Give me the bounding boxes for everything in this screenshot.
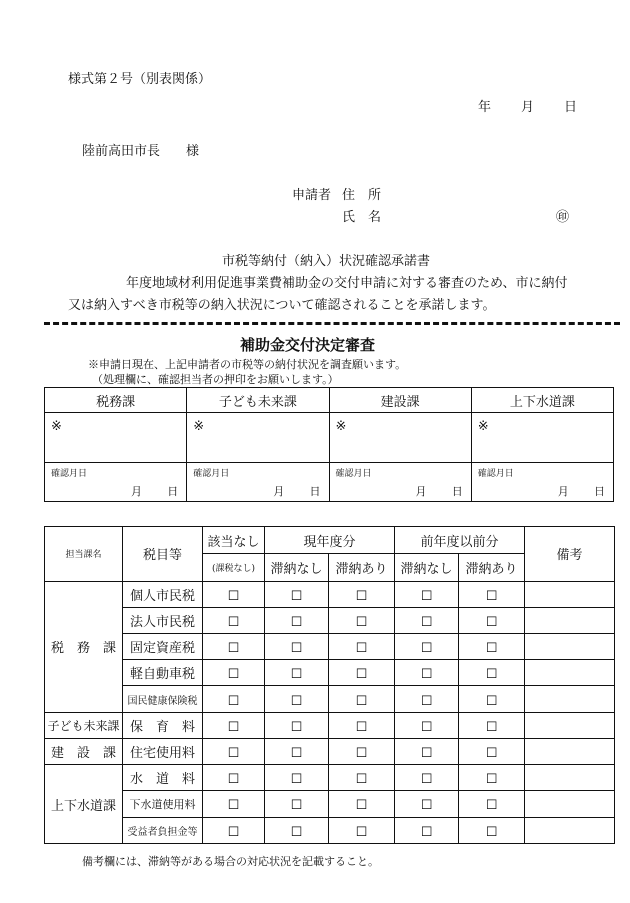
table-row [45,765,615,791]
header-previous-delinquent: 滞納あり [459,554,525,581]
date-month-label: 月 [521,100,535,115]
checkbox-none[interactable]: ☐ [227,614,240,630]
remarks-cell[interactable] [525,791,615,817]
checkbox-current-not-delinquent[interactable]: ☐ [290,824,303,840]
consent-text-line1: 年度地域材利用促進事業費補助金の交付申請に対する審査のため、市に納付 [126,276,568,291]
cell-divider [187,462,328,463]
addressee: 陸前高田市長 様 [82,144,200,159]
confirm-date-label: 確認月日 [477,469,514,479]
document-title: 市税等納付（納入）状況確認承諾書 [222,254,431,269]
table-row [45,633,615,659]
tax-item: 受益者負担金等 [123,817,203,843]
date-year-label: 年 [478,100,492,115]
confirm-date-label: 確認月日 [51,469,88,479]
checkbox-current-not-delinquent[interactable]: ☐ [290,746,303,762]
month-label: 月 [557,485,569,498]
cell-divider [330,462,471,463]
department-confirmation-table [44,387,614,502]
checkbox-current-not-delinquent[interactable]: ☐ [290,719,303,735]
remarks-cell[interactable] [525,712,615,738]
dept-cell[interactable] [45,413,187,502]
day-label: 日 [594,485,605,498]
checkbox-current-not-delinquent[interactable]: ☐ [290,588,303,604]
remarks-cell[interactable] [525,633,615,659]
checkbox-current-not-delinquent[interactable]: ☐ [290,641,303,657]
header-item: 税目等 [123,527,203,582]
tax-item: 軽自動車税 [123,660,203,686]
header-dept: 担当課名 [45,527,123,582]
tax-item: 個人市民税 [123,581,203,607]
checkbox-current-delinquent[interactable]: ☐ [355,614,368,630]
checkbox-current-not-delinquent[interactable]: ☐ [290,693,303,709]
footnote: 備考欄には、滞納等がある場合の対応状況を記載すること。 [82,855,379,868]
checkbox-none[interactable]: ☐ [227,824,240,840]
checkbox-previous-not-delinquent[interactable]: ☐ [420,588,433,604]
seal-mark: ㊞ [556,210,570,225]
review-note-2: （処理欄に、確認担当者の押印をお願いします。） [92,373,339,386]
note-mark: ※ [477,419,489,434]
checkbox-previous-delinquent[interactable]: ☐ [485,641,498,657]
month-label: 月 [415,485,427,498]
dept-cell[interactable] [471,413,613,502]
checkbox-current-delinquent[interactable]: ☐ [355,746,368,762]
checkbox-none[interactable]: ☐ [227,746,240,762]
table-row [45,660,615,686]
checkbox-previous-not-delinquent[interactable]: ☐ [420,798,433,814]
checkbox-current-not-delinquent[interactable]: ☐ [290,614,303,630]
checkbox-none[interactable]: ☐ [227,588,240,604]
tax-status-table [44,526,615,844]
table-row [45,686,615,712]
table-row [45,607,615,633]
header-current-year: 現年度分 [265,527,395,554]
remarks-cell[interactable] [525,581,615,607]
tax-item: 国民健康保険税 [123,686,203,712]
checkbox-none[interactable]: ☐ [227,772,240,788]
checkbox-current-not-delinquent[interactable]: ☐ [290,667,303,683]
remarks-cell[interactable] [525,660,615,686]
dept-header: 税務課 [45,388,187,413]
review-note-1: ※申請日現在、上記申請者の市税等の納付状況を調査願います。 [88,358,407,371]
checkbox-previous-delinquent[interactable]: ☐ [485,798,498,814]
tax-item: 保 育 料 [123,712,203,738]
dept-header: 建設課 [329,388,471,413]
checkbox-current-delinquent[interactable]: ☐ [355,798,368,814]
day-label: 日 [167,485,179,498]
note-mark: ※ [335,419,347,434]
checkbox-none[interactable]: ☐ [227,641,240,657]
month-label: 月 [131,485,142,498]
dept-cell[interactable] [187,413,329,502]
day-label: 日 [309,485,321,498]
review-title: 補助金交付決定審査 [240,336,376,354]
table-row [45,817,615,843]
dept-name: 税 務 課 [45,581,123,712]
table-row [45,712,615,738]
checkbox-current-delinquent[interactable]: ☐ [355,588,368,604]
table-row [45,738,615,764]
checkbox-none[interactable]: ☐ [227,693,240,709]
checkbox-previous-not-delinquent[interactable]: ☐ [420,824,433,840]
remarks-cell[interactable] [525,817,615,843]
checkbox-current-delinquent[interactable]: ☐ [355,772,368,788]
dept-header: 子ども未来課 [187,388,329,413]
date-line [478,96,577,115]
checkbox-previous-not-delinquent[interactable]: ☐ [420,667,433,683]
checkbox-previous-delinquent[interactable]: ☐ [485,719,498,735]
header-current-delinquent: 滞納あり [329,554,395,581]
header-current-not-delinquent: 滞納なし [265,554,329,581]
form-number: 様式第２号（別表関係） [68,72,212,87]
remarks-cell[interactable] [525,686,615,712]
applicant-name-label: 氏 名 [342,210,382,225]
confirm-date-label: 確認月日 [335,469,372,479]
dept-name: 子ども未来課 [45,712,123,738]
tax-item: 水 道 料 [123,765,203,791]
checkbox-previous-delinquent[interactable]: ☐ [485,667,498,683]
remarks-cell[interactable] [525,765,615,791]
checkbox-previous-not-delinquent[interactable]: ☐ [420,693,433,709]
checkbox-previous-delinquent[interactable]: ☐ [485,772,498,788]
tax-item: 法人市民税 [123,607,203,633]
header-previous-years: 前年度以前分 [395,527,525,554]
dept-name: 上下水道課 [45,765,123,844]
header-remarks: 備考 [525,527,615,582]
table-row [45,791,615,817]
checkbox-previous-not-delinquent[interactable]: ☐ [420,772,433,788]
tax-item: 固定資産税 [123,633,203,659]
checkbox-none[interactable]: ☐ [227,667,240,683]
note-mark: ※ [193,419,205,434]
checkbox-current-delinquent[interactable]: ☐ [355,693,368,709]
checkbox-previous-not-delinquent[interactable]: ☐ [420,614,433,630]
checkbox-current-not-delinquent[interactable]: ☐ [290,772,303,788]
header-none: 該当なし [203,527,265,554]
cut-line-divider [44,322,620,325]
applicant-address-label: 住 所 [342,188,382,203]
dept-name: 建 設 課 [45,738,123,764]
dept-cell[interactable] [329,413,471,502]
checkbox-current-delinquent[interactable]: ☐ [355,824,368,840]
month-label: 月 [273,485,285,498]
remarks-cell[interactable] [525,607,615,633]
dept-header: 上下水道課 [471,388,613,413]
table-row [45,581,615,607]
checkbox-previous-delinquent[interactable]: ☐ [485,588,498,604]
checkbox-current-not-delinquent[interactable]: ☐ [290,798,303,814]
note-mark: ※ [51,419,62,434]
cell-divider [45,462,186,463]
checkbox-current-delinquent[interactable]: ☐ [355,641,368,657]
tax-item: 住宅使用料 [123,738,203,764]
confirm-date-label: 確認月日 [193,469,230,479]
checkbox-previous-delinquent[interactable]: ☐ [485,746,498,762]
checkbox-previous-delinquent[interactable]: ☐ [485,824,498,840]
date-day-label: 日 [564,100,578,115]
day-label: 日 [451,485,463,498]
checkbox-current-delinquent[interactable]: ☐ [355,719,368,735]
tax-item: 下水道使用料 [123,791,203,817]
cell-divider [472,462,613,463]
checkbox-previous-not-delinquent[interactable]: ☐ [420,641,433,657]
checkbox-previous-delinquent[interactable]: ☐ [485,614,498,630]
checkbox-current-delinquent[interactable]: ☐ [355,667,368,683]
checkbox-none[interactable]: ☐ [227,719,240,735]
consent-text-line2: 又は納入すべき市税等の納入状況について確認されることを承諾します。 [68,298,496,313]
remarks-cell[interactable] [525,738,615,764]
checkbox-previous-delinquent[interactable]: ☐ [485,693,498,709]
applicant-label: 申請者 [292,188,332,203]
header-none-sub: (課税なし) [203,554,265,581]
checkbox-previous-not-delinquent[interactable]: ☐ [420,719,433,735]
checkbox-none[interactable]: ☐ [227,798,240,814]
checkbox-previous-not-delinquent[interactable]: ☐ [420,746,433,762]
header-previous-not-delinquent: 滞納なし [395,554,459,581]
